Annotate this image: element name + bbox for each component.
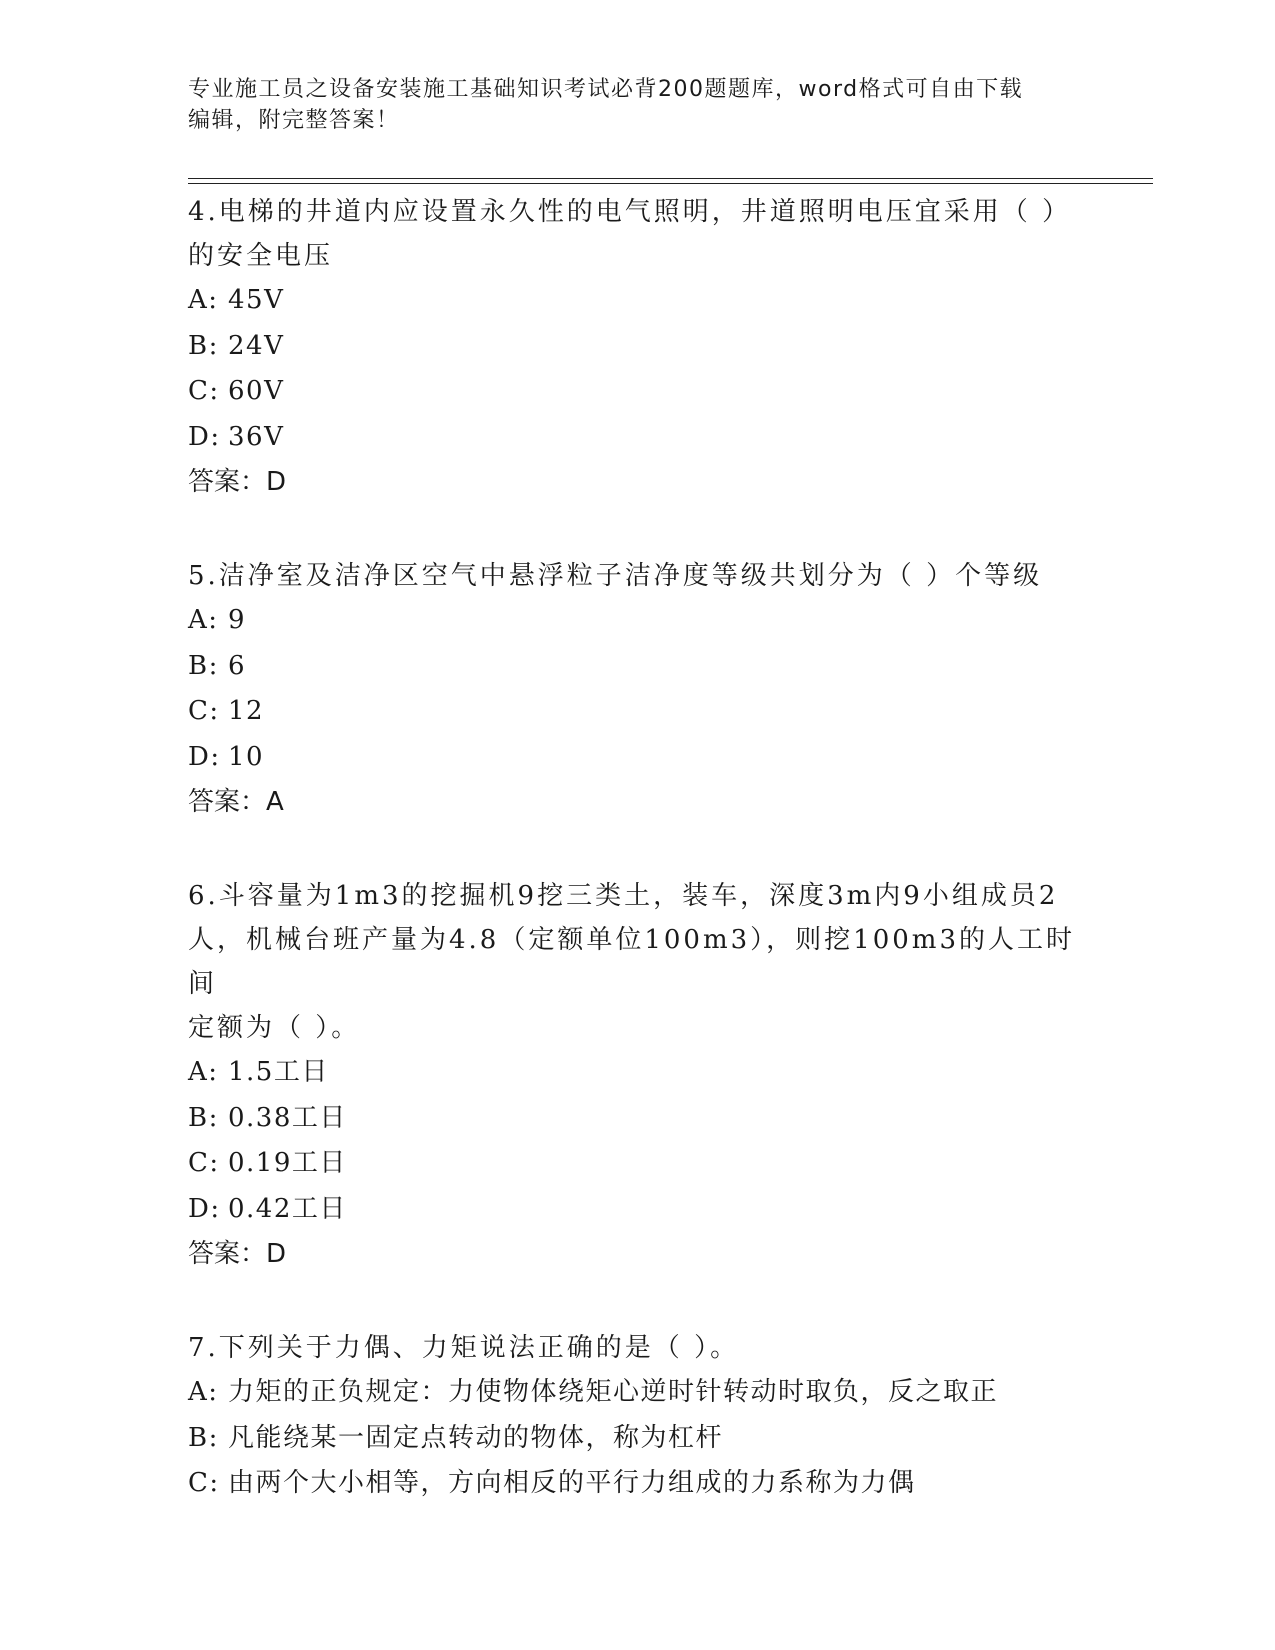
header-line-1: 专业施工员之设备安装施工基础知识考试必背200题题库，word格式可自由下载 xyxy=(188,77,1024,102)
option-text: 10 xyxy=(228,741,265,772)
question-stem-line: 的安全电压 xyxy=(188,241,334,271)
header-divider-top xyxy=(188,178,1153,179)
option-text: 12 xyxy=(228,696,265,726)
answer-option xyxy=(188,415,1088,461)
option-text: 6 xyxy=(228,650,247,681)
option-key: C: xyxy=(188,1148,220,1178)
answer-option xyxy=(188,1050,1088,1096)
answer-option xyxy=(188,278,1088,324)
question-item xyxy=(188,190,1088,504)
option-key: B: xyxy=(188,1102,219,1133)
answer-option xyxy=(188,324,1088,370)
answer-option xyxy=(188,1416,1088,1462)
option-text: 由两个大小相等，方向相反的平行力组成的力系称为力偶 xyxy=(228,1468,916,1498)
option-key: D: xyxy=(188,1193,221,1224)
answer-line: 答案：A xyxy=(188,787,284,817)
option-text: 凡能绕某一固定点转动的物体，称为杠杆 xyxy=(228,1422,724,1453)
answer-option xyxy=(188,369,1088,415)
question-stem-line: 6.斗容量为1m3的挖掘机9挖三类土，装车，深度3m内9小组成员2 xyxy=(188,881,1059,911)
question-stem-line: 5.洁净室及洁净区空气中悬浮粒子洁净度等级共划分为（ ）个等级 xyxy=(188,561,1043,591)
answer-option xyxy=(188,644,1088,690)
question-list xyxy=(188,190,1088,1557)
option-key: A: xyxy=(188,1057,219,1087)
option-text: 60V xyxy=(228,376,285,406)
option-key: A: xyxy=(188,285,219,315)
option-text: 45V xyxy=(228,285,285,315)
option-text: 0.42工日 xyxy=(228,1193,347,1224)
header-divider-bottom xyxy=(188,183,1153,184)
question-item xyxy=(188,1326,1088,1507)
option-text: 36V xyxy=(228,421,285,452)
answer-option xyxy=(188,1141,1088,1187)
answer-line: 答案：D xyxy=(188,467,287,497)
answer-option xyxy=(188,1370,1088,1416)
question-stem-line: 定额为（ ）。 xyxy=(188,1013,361,1043)
document-header xyxy=(188,74,1068,136)
option-key: C: xyxy=(188,1468,220,1498)
option-key: D: xyxy=(188,741,221,772)
answer-line: 答案：D xyxy=(188,1239,287,1269)
option-text: 力矩的正负规定：力使物体绕矩心逆时针转动时取负，反之取正 xyxy=(228,1377,999,1407)
option-key: B: xyxy=(188,650,219,681)
question-item xyxy=(188,874,1088,1276)
answer-option xyxy=(188,1187,1088,1233)
question-stem-line: 4.电梯的井道内应设置永久性的电气照明，井道照明电压宜采用（ ） xyxy=(188,197,1072,227)
answer-option xyxy=(188,735,1088,781)
header-line-2: 编辑，附完整答案！ xyxy=(188,108,400,133)
option-key: B: xyxy=(188,330,219,361)
option-text: 1.5工日 xyxy=(228,1057,329,1087)
option-key: C: xyxy=(188,376,220,406)
option-text: 9 xyxy=(228,605,247,635)
option-text: 0.19工日 xyxy=(228,1148,347,1178)
answer-option xyxy=(188,1096,1088,1142)
question-stem-line: 7.下列关于力偶、力矩说法正确的是（ ）。 xyxy=(188,1333,740,1363)
answer-option xyxy=(188,1461,1088,1507)
option-key: B: xyxy=(188,1422,219,1453)
answer-option xyxy=(188,598,1088,644)
option-key: D: xyxy=(188,421,221,452)
option-text: 24V xyxy=(228,330,285,361)
option-key: A: xyxy=(188,605,219,635)
option-key: A: xyxy=(188,1377,219,1407)
option-text: 0.38工日 xyxy=(228,1102,347,1133)
answer-option xyxy=(188,689,1088,735)
question-item xyxy=(188,554,1088,824)
question-stem-line: 人，机械台班产量为4.8（定额单位100m3），则挖100m3的人工时间 xyxy=(188,925,1075,999)
option-key: C: xyxy=(188,696,220,726)
